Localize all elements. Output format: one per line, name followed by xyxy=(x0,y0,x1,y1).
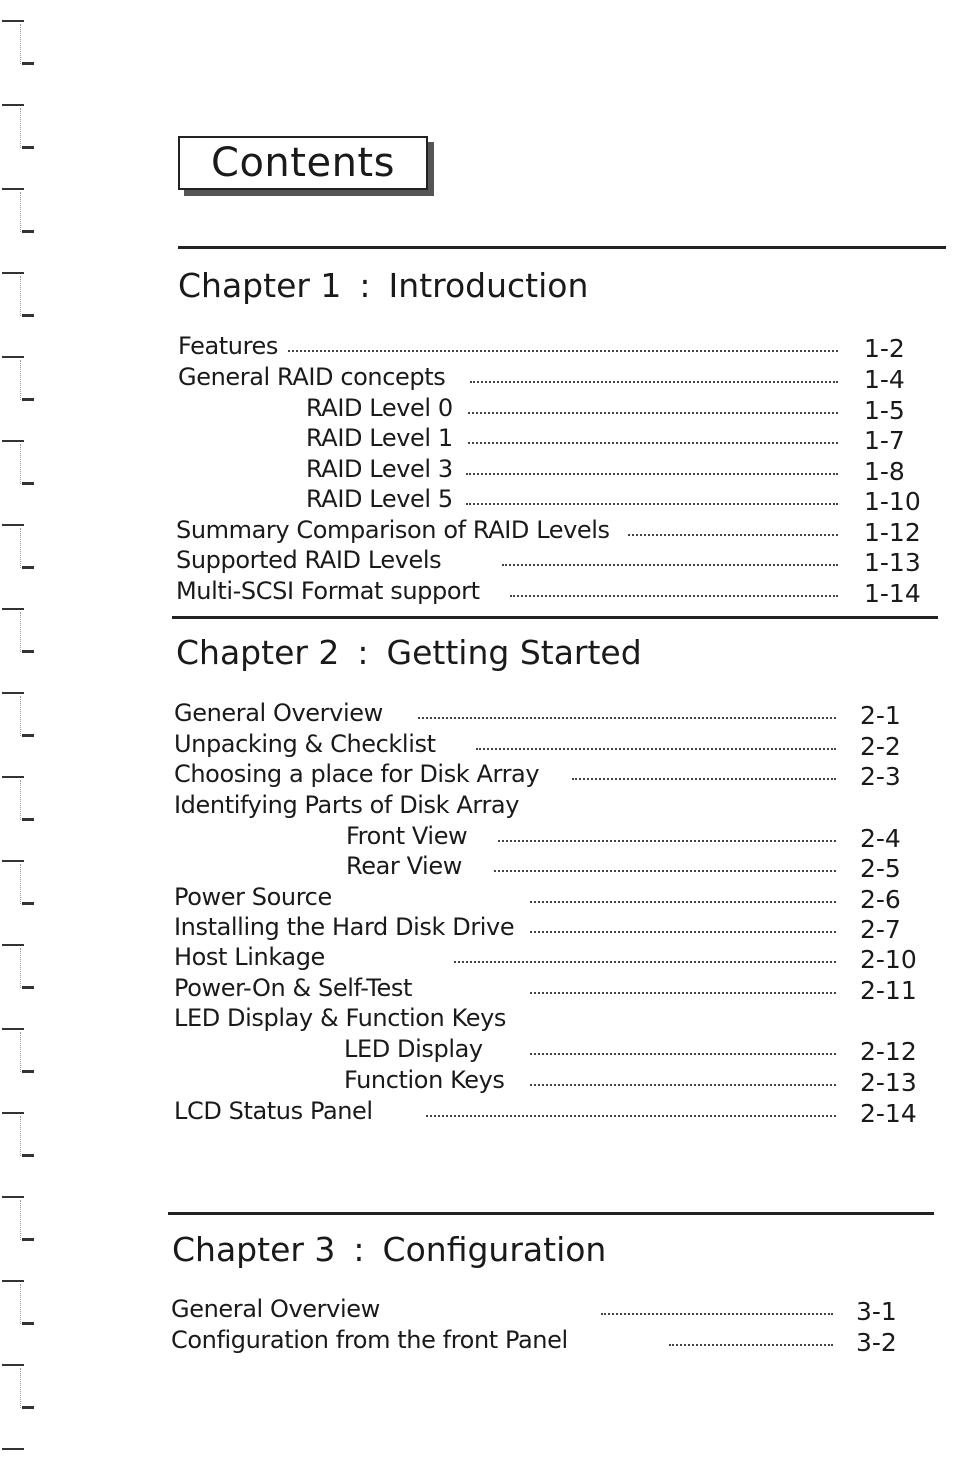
toc-entry-page: 1-4 xyxy=(864,365,905,394)
dot-leader xyxy=(530,992,836,994)
toc-entry-label: Front View xyxy=(346,822,468,850)
chapter-3-rule xyxy=(168,1212,934,1215)
toc-entry-label: LCD Status Panel xyxy=(174,1097,373,1125)
toc-entry-page: 2-7 xyxy=(860,915,901,944)
toc-entry-page: 1-14 xyxy=(864,579,921,608)
toc-entry-label: Power-On & Self-Test xyxy=(174,974,412,1002)
dot-leader xyxy=(426,1115,836,1117)
toc-entry-page: 1-8 xyxy=(864,457,905,486)
dot-leader xyxy=(454,961,836,963)
toc-entry[interactable] xyxy=(174,1035,918,1065)
dot-leader xyxy=(470,381,838,383)
toc-entry-label: General RAID concepts xyxy=(178,363,446,391)
toc-entry[interactable] xyxy=(178,485,921,516)
toc-entry-label: Function Keys xyxy=(344,1066,505,1094)
toc-entry[interactable] xyxy=(178,363,918,393)
toc-entry-page: 3-1 xyxy=(856,1297,897,1326)
contents-title-box xyxy=(178,136,428,190)
toc-entry-label: Multi-SCSI Format support xyxy=(176,577,480,605)
chapter-2-heading xyxy=(176,633,642,672)
toc-entry-page: 2-12 xyxy=(860,1037,917,1066)
toc-entry-page: 2-13 xyxy=(860,1068,917,1097)
dot-leader xyxy=(530,1084,836,1086)
toc-entry[interactable] xyxy=(174,760,918,790)
toc-entry-label: Supported RAID Levels xyxy=(176,546,442,574)
chapter-3-number: Chapter 3 xyxy=(172,1230,336,1269)
toc-entry[interactable] xyxy=(174,822,918,852)
chapter-3-separator: : xyxy=(353,1230,365,1269)
dot-leader xyxy=(572,778,836,780)
dot-leader xyxy=(468,412,838,414)
toc-entry-page: 1-12 xyxy=(864,518,921,547)
toc-entry-page: 2-3 xyxy=(860,762,901,791)
toc-entry-label: RAID Level 5 xyxy=(306,485,453,513)
toc-entry[interactable] xyxy=(174,943,918,973)
toc-entry-page: 1-13 xyxy=(864,548,921,577)
toc-entry-label: Choosing a place for Disk Array xyxy=(174,760,540,788)
dot-leader xyxy=(502,564,838,566)
toc-entry-label: Summary Comparison of RAID Levels xyxy=(176,516,610,544)
dot-leader xyxy=(669,1344,833,1346)
toc-entry-label: RAID Level 0 xyxy=(306,394,453,422)
toc-entry[interactable] xyxy=(174,852,918,882)
dot-leader xyxy=(530,1053,836,1055)
toc-entry[interactable] xyxy=(176,577,921,608)
toc-entry-page: 2-10 xyxy=(860,945,917,974)
toc-entry-page: 2-6 xyxy=(860,885,901,914)
toc-entry-page: 2-1 xyxy=(860,701,901,730)
toc-entry[interactable] xyxy=(174,730,918,760)
toc-entry[interactable] xyxy=(178,424,918,454)
toc-entry-page: 2-2 xyxy=(860,732,901,761)
chapter-3-heading xyxy=(172,1230,606,1269)
toc-entry-label: Host Linkage xyxy=(174,943,325,971)
toc-entry-label: Power Source xyxy=(174,883,332,911)
chapter-2-title: Getting Started xyxy=(386,633,642,672)
toc-entry[interactable] xyxy=(174,791,918,821)
toc-entry-page: 1-2 xyxy=(864,334,905,363)
dot-leader xyxy=(494,870,836,872)
toc-entry-page: 2-11 xyxy=(860,976,917,1005)
chapter-2-number: Chapter 2 xyxy=(176,633,340,672)
binding-edge xyxy=(0,0,44,1468)
toc-entry[interactable] xyxy=(178,455,918,485)
toc-entry[interactable] xyxy=(174,883,918,913)
dot-leader xyxy=(628,534,838,536)
dot-leader xyxy=(530,931,836,933)
dot-leader xyxy=(468,442,838,444)
dot-leader xyxy=(288,350,838,352)
toc-entry-label: Identifying Parts of Disk Array xyxy=(174,791,520,819)
toc-entry[interactable] xyxy=(174,1066,918,1096)
chapter-1-number: Chapter 1 xyxy=(178,266,342,305)
toc-entry-label: Features xyxy=(178,332,278,360)
dot-leader xyxy=(466,503,838,505)
toc-entry-page: 2-14 xyxy=(860,1099,917,1128)
toc-entry[interactable] xyxy=(176,546,921,577)
toc-entry-page: 3-2 xyxy=(856,1328,897,1357)
chapter-3-title: Configuration xyxy=(382,1230,607,1269)
toc-entry-label: Installing the Hard Disk Drive xyxy=(174,913,515,941)
toc-entry-label: RAID Level 1 xyxy=(306,424,453,452)
toc-entry[interactable] xyxy=(171,1295,915,1325)
dot-leader xyxy=(418,717,836,719)
dot-leader xyxy=(498,840,836,842)
contents-title: Contents xyxy=(211,140,395,186)
toc-entry[interactable] xyxy=(174,1097,918,1127)
toc-entry-page: 2-4 xyxy=(860,824,901,853)
toc-entry-page: 1-7 xyxy=(864,426,905,455)
toc-entry[interactable] xyxy=(178,332,918,362)
toc-entry[interactable] xyxy=(178,394,918,424)
chapter-1-rule xyxy=(178,246,946,249)
toc-entry-page: 1-10 xyxy=(864,487,921,516)
toc-entry-label: LED Display xyxy=(344,1035,483,1063)
toc-entry-label: General Overview xyxy=(174,699,383,727)
toc-entry-label: General Overview xyxy=(171,1295,380,1323)
toc-entry-page: 1-5 xyxy=(864,396,905,425)
dot-leader xyxy=(601,1313,833,1315)
toc-entry[interactable] xyxy=(174,1004,918,1034)
toc-entry[interactable] xyxy=(176,516,921,547)
dot-leader xyxy=(466,473,838,475)
chapter-1-title: Introduction xyxy=(388,266,589,305)
toc-entry-label: Unpacking & Checklist xyxy=(174,730,436,758)
toc-entry[interactable] xyxy=(174,913,918,943)
toc-entry[interactable] xyxy=(171,1326,915,1356)
chapter-1-separator: : xyxy=(359,266,371,305)
toc-entry-label: Configuration from the front Panel xyxy=(171,1326,568,1354)
chapter-2-rule xyxy=(172,616,938,619)
toc-entry-page: 2-5 xyxy=(860,854,901,883)
dot-leader xyxy=(510,595,838,597)
chapter-1-heading xyxy=(178,266,588,305)
toc-entry[interactable] xyxy=(174,974,918,1004)
toc-entry-label: Rear View xyxy=(346,852,462,880)
dot-leader xyxy=(476,748,836,750)
toc-entry-label: RAID Level 3 xyxy=(306,455,453,483)
toc-entry[interactable] xyxy=(174,699,918,729)
chapter-2-separator: : xyxy=(357,633,369,672)
dot-leader xyxy=(530,901,836,903)
toc-entry-label: LED Display & Function Keys xyxy=(174,1004,507,1032)
